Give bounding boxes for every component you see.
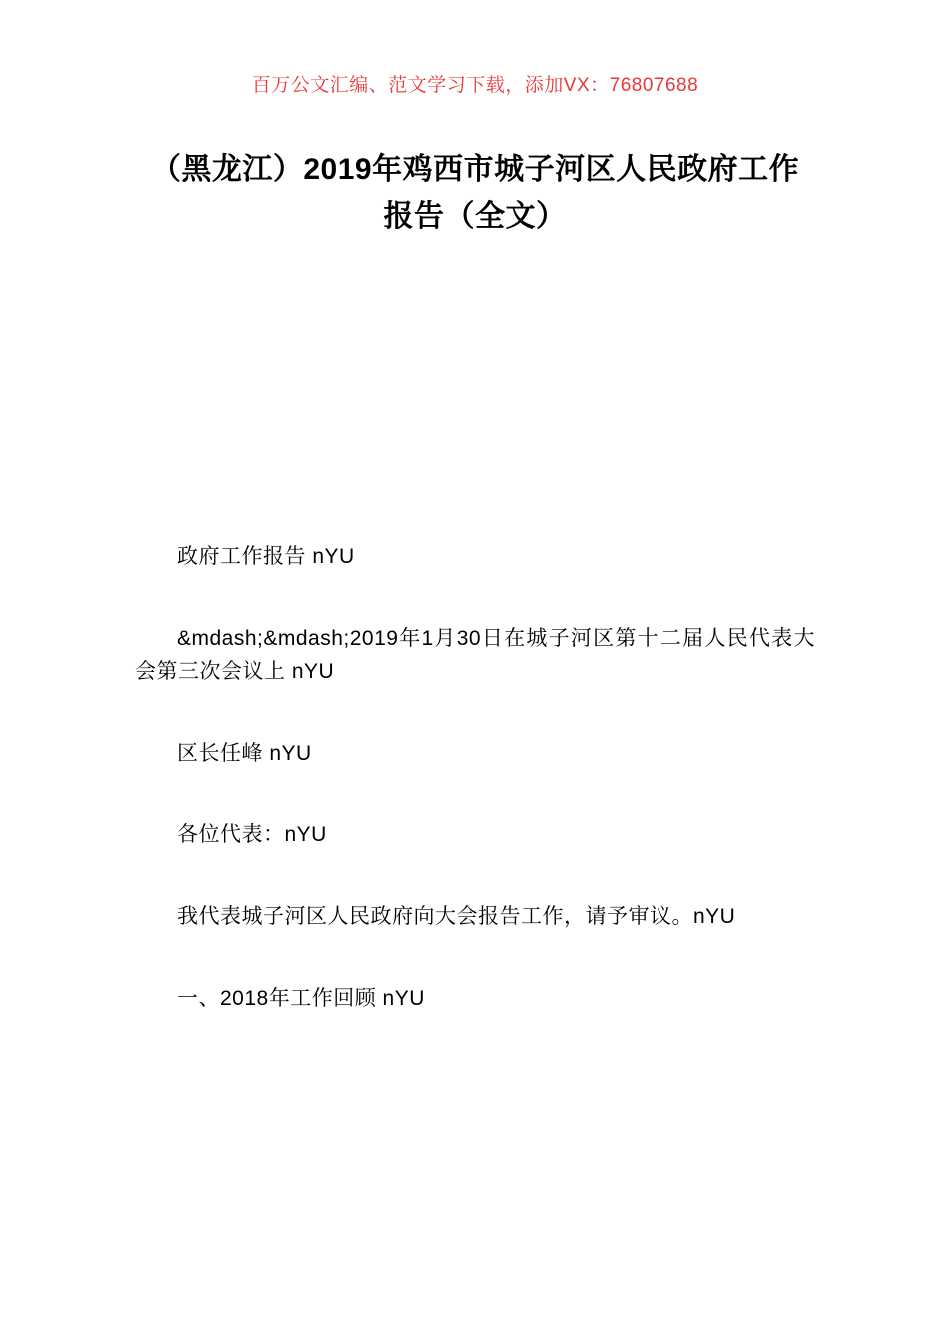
paragraph: 一、2018年工作回顾 nYU	[177, 986, 425, 1010]
page-title: （黑龙江）2019年鸡西市城子河区人民政府工作报告（全文）	[150, 153, 800, 233]
paragraph: 政府工作报告 nYU	[177, 545, 355, 568]
paragraph: 区长任峰 nYU	[177, 741, 312, 765]
promo-banner: 百万公文汇编、范文学习下载，添加VX：76807688	[251, 75, 699, 96]
paragraph: 各位代表：nYU	[177, 823, 327, 847]
paragraph: 我代表城子河区人民政府向大会报告工作，请予审议。nYU	[177, 904, 736, 928]
document-body	[135, 540, 815, 1015]
paragraph: &mdash;&mdash;2019年1月30日在城子河区第十二届人民代表大会第三次会议上 nYU	[135, 626, 815, 684]
